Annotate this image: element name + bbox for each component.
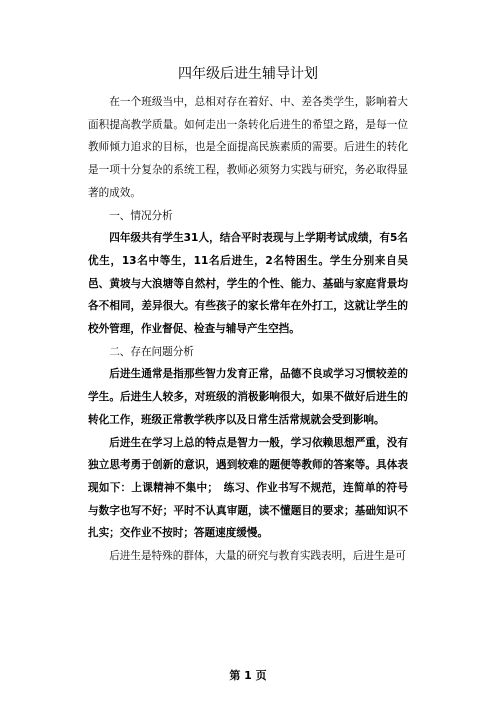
- problems-paragraph-1: 后进生通常是指那些智力发育正常，品德不良或学习习惯较差的学生。后进生人较多，对班级的消极影响很大，如果不做好后进生的转化工作，班级正常教学秩序以及日常生活常规就会受到影响。: [88, 368, 408, 426]
- problems-paragraph-3: 后进生是特殊的群体，大量的研究与教育实践表明，后进生是可: [109, 550, 406, 563]
- document-title: 四年级后进生辅导计划: [178, 66, 318, 82]
- page-number: 第 1 页: [229, 669, 267, 682]
- document-body: [88, 91, 408, 568]
- section-heading-situation: 一、情况分析: [109, 209, 173, 222]
- intro-paragraph: 在一个班级当中，总相对存在着好、中、差各类学生，影响着大面积提高教学质量。如何走出一条转化后进生的希望之路，是每一位教师倾力追求的目标，也是全面提高民族素质的需要。后进生的转化是一项十分复杂的系统工程，教师必须努力实践与研究，务必取得显著的成效。: [88, 96, 408, 199]
- problems-paragraph-2: 后进生在学习上总的特点是智力一般，学习依赖思想严重，没有独立思考勇于创新的意识，遇到较难的题便等教师的答案等。具体表现如下：上课精神不集中； 练习、作业书写不规范，连简单的符号与数字也写不好；平时不认真审题，读不懂题目的要求；基础知识不扎实；交作业不按时；答题速度缓慢。: [88, 436, 408, 540]
- section-heading-problems: 二、存在问题分析: [109, 345, 194, 358]
- situation-paragraph: 四年级共有学生31人，结合平时表现与上学期考试成绩，有5名优生，13名中等生，11名后进生，2名特困生。学生分别来自吴邑、黄坡与大浪塘等自然村，学生的个性、能力、基础与家庭背景均各不相同，差异很大。有些孩子的家长常年在外打工，这就让学生的校外管理，作业督促、检查与辅导产生空挡。: [88, 232, 408, 336]
